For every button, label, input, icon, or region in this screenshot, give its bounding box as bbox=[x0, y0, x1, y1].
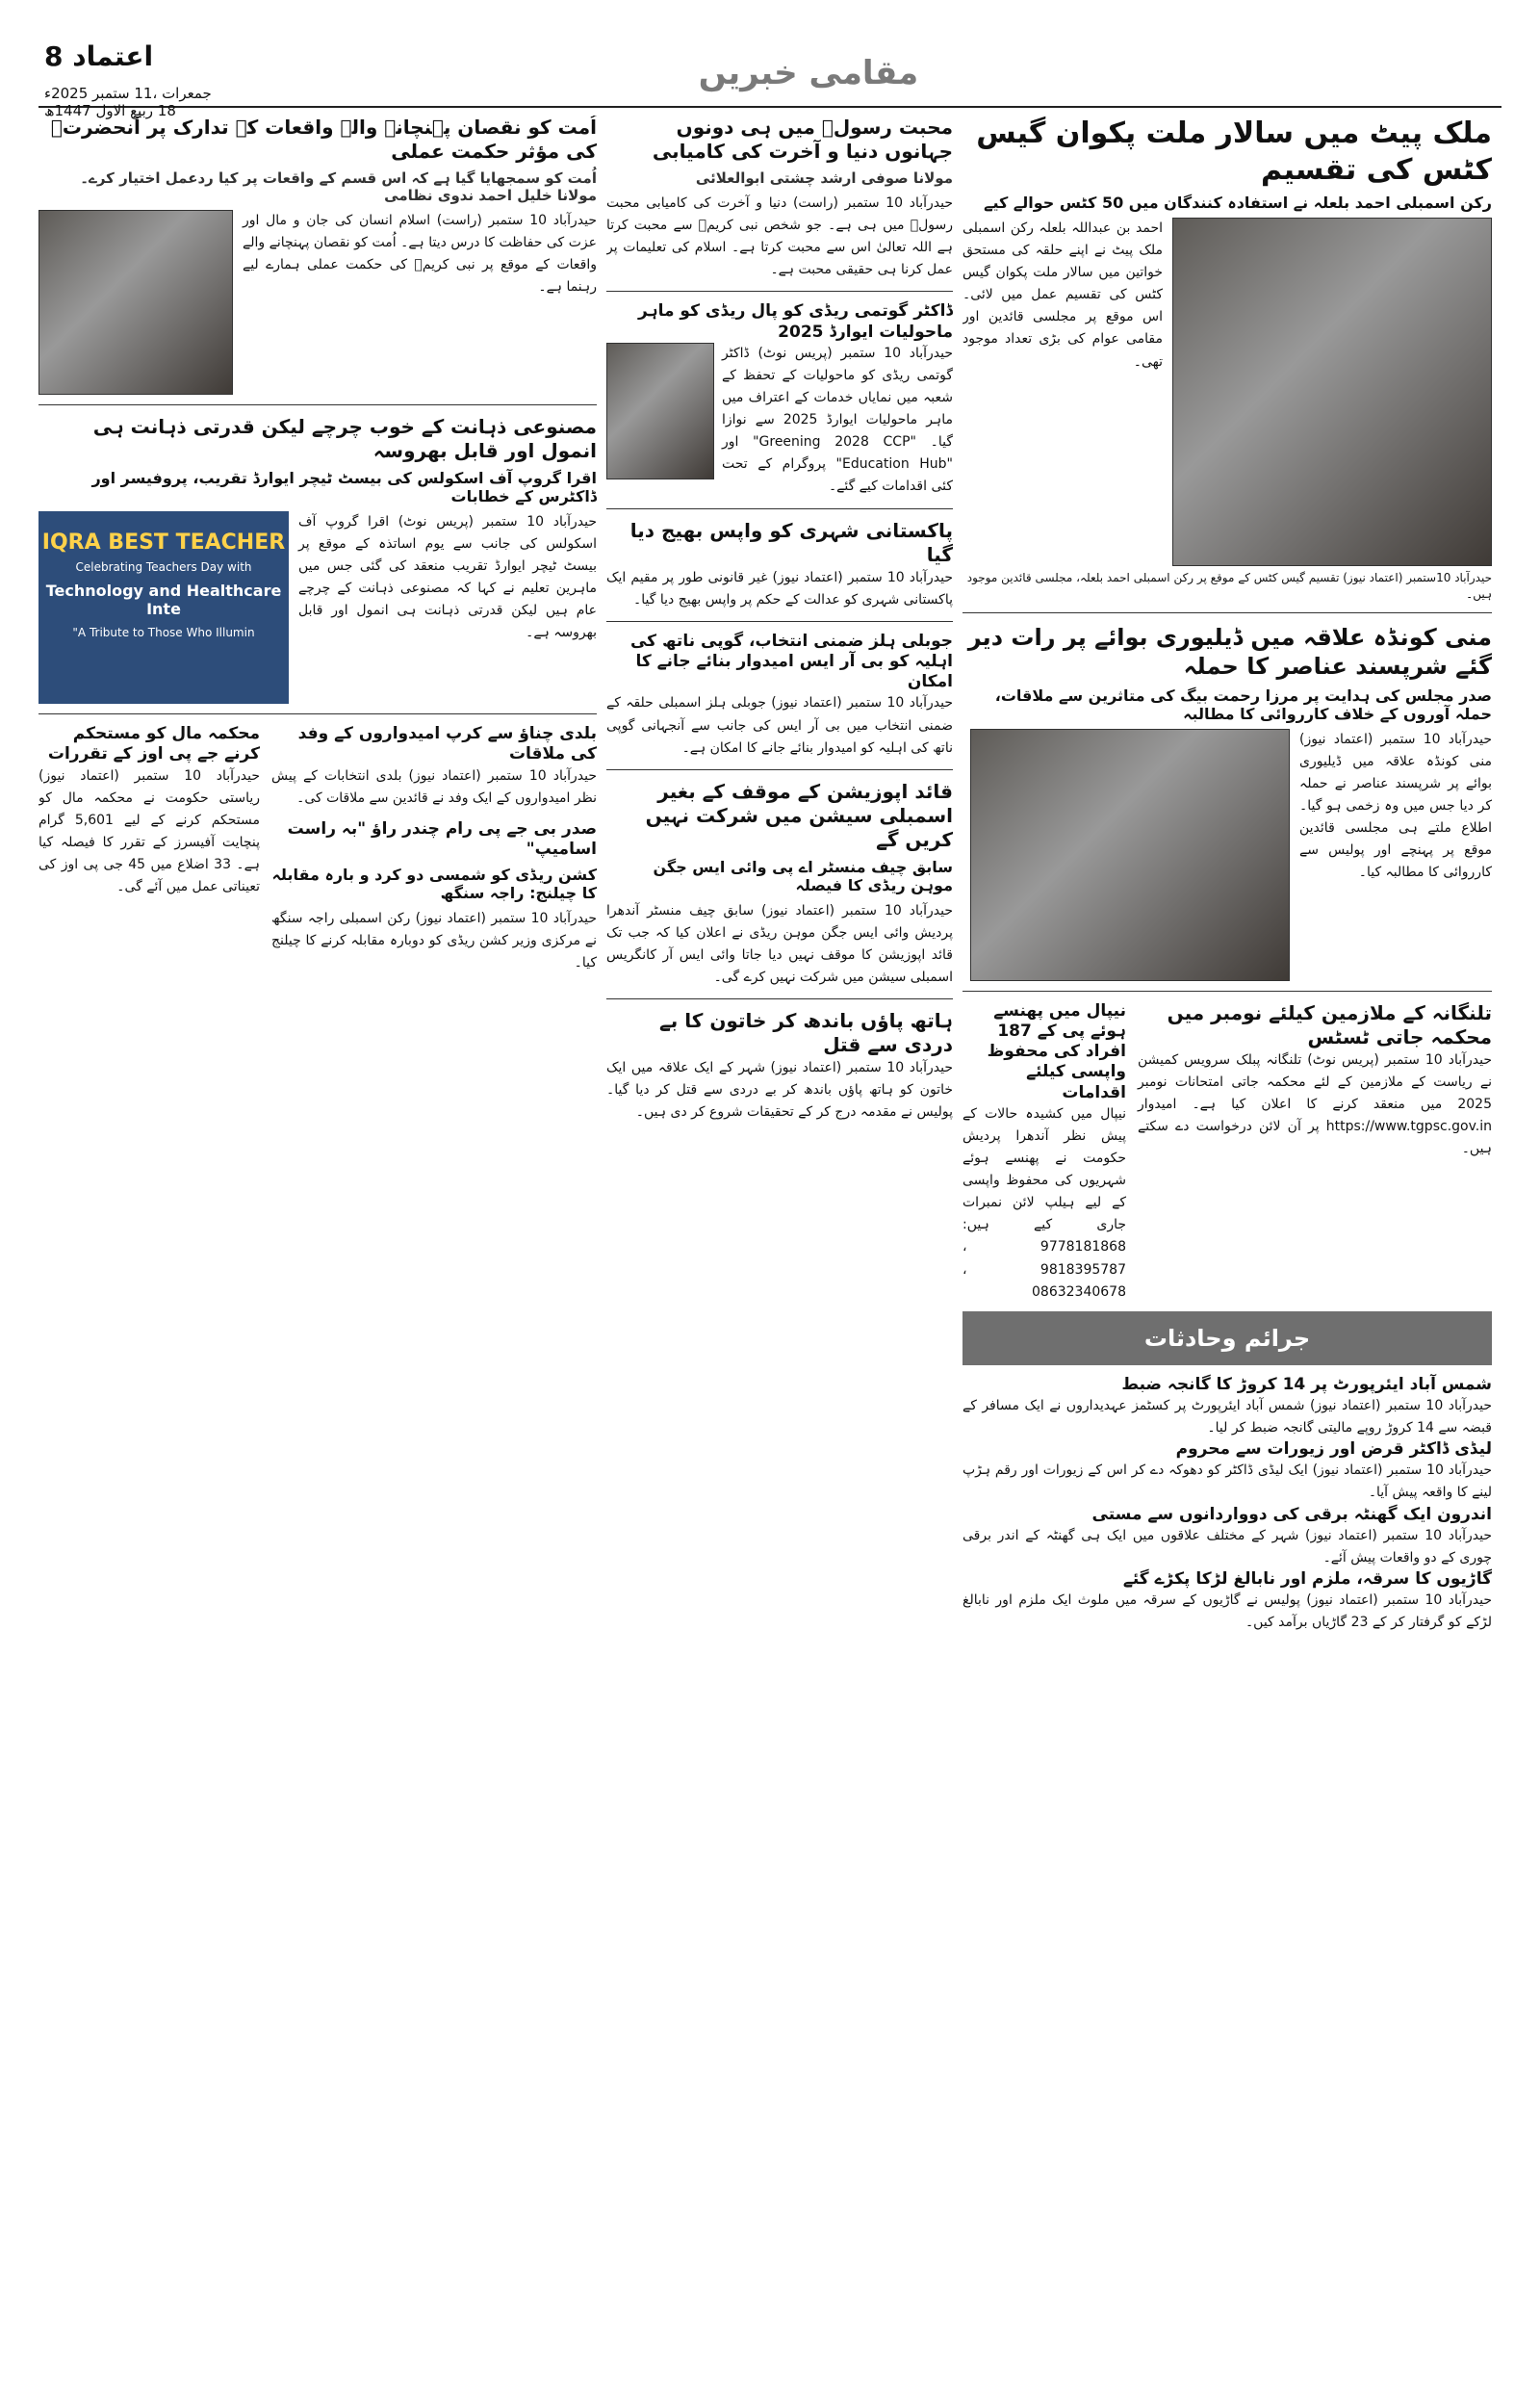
story-nepal bbox=[962, 1001, 1126, 1304]
date-hijri: 18 ربیع الاول 1447ھ bbox=[44, 102, 176, 119]
story-delivery-attack bbox=[962, 729, 1492, 981]
headline-jagan: قائد اپوزیشن کے موقف کے بغیر اسمبلی سیشن میں شرکت نہیں کریں گے bbox=[645, 779, 953, 851]
headline-nepal: نیپال میں پھنسے ہوئے پی کے 187 افراد کی محفوظ واپسی کیلئے اقدامات bbox=[987, 1000, 1126, 1102]
subhead-jagan: سابق چیف منسٹر اے پی وائی ایس جگن موہن ریڈی کا فیصلہ bbox=[653, 857, 953, 894]
body-love-prophet: حیدرآباد 10 ستمبر (راست) دنیا و آخرت کی کامیابی محبت رسولؐ میں ہی ہے۔ جو شخص نبی کریمؐ سے محبت کرتا ہے اللہ تعالیٰ اس سے محبت کرتا ہے۔ اسلام کی تعلیمات پر عمل کرنا ہی حقیقی محبت ہے۔ bbox=[606, 195, 953, 278]
body-jagan: حیدرآباد 10 ستمبر (اعتماد نیوز) سابق چیف منسٹر آندھرا پردیش وائی ایس جگن موہن ریڈی نے اعلان کیا کہ جب تک قائد اپوزیشن کا موقف نہیں دیا جاتا وائی ایس آر کانگریس اسمبلی سیشن میں شرکت نہیں کرے گی۔ bbox=[606, 902, 953, 986]
center-column bbox=[38, 116, 597, 2388]
body-delivery-attack: حیدرآباد 10 ستمبر (اعتماد نیوز) منی کونڈہ علاقہ میں ڈیلیوری بوائے پر شرپسند عناصر نے حملہ کر دیا جس میں وہ زخمی ہو گیا۔ اطلاع ملتے ہی مجلسی قائدین موقع پر پہنچے اور پولیس سے کارروائی کا مطالبہ کیا۔ bbox=[1299, 731, 1492, 881]
headline-jubilee-hills: جوبلی ہلز ضمنی انتخاب، گوپی ناتھ کی اہلیہ کو بی آر ایس امیدوار بنائے جانے کا امکان bbox=[629, 631, 953, 692]
headline-revenue-jpo: محکمہ مال کو مستحکم کرنے جے پی اوز کے تقررات bbox=[47, 724, 260, 764]
byline-love-prophet: مولانا صوفی ارشد چشتی ابوالعلائی bbox=[695, 169, 953, 187]
headline-airport-ganja: شمس آباد ایئرپورٹ پر 14 کروڑ کا گانجہ ضبط bbox=[1121, 1374, 1492, 1394]
middle-column bbox=[606, 116, 953, 2388]
right-column bbox=[962, 116, 1492, 2388]
section-title: مقامی خبریں bbox=[698, 54, 919, 92]
body-raja-singh: حیدرآباد 10 ستمبر (اعتماد نیوز) رکن اسمبلی راجہ سنگھ نے مرکزی وزیر کشن ریڈی کو دوبارہ مقابلہ کرنے کا چیلنج کیا۔ bbox=[271, 911, 597, 971]
divider bbox=[606, 998, 953, 999]
story-ai-intelligence bbox=[38, 511, 597, 704]
body-civic-delegation: حیدرآباد 10 ستمبر (اعتماد نیوز) بلدی انتخابات کے پیش نظر امیدواروں کے ایک وفد نے قائدین سے ملاقات کی۔ bbox=[271, 767, 597, 806]
body-airport-ganja: حیدرآباد 10 ستمبر (اعتماد نیوز) شمس آباد ایئرپورٹ پر کسٹمز عہدیداروں نے ایک مسافر کے قبضہ سے 14 کروڑ روپے مالیتی گانجہ ضبط کر لیا۔ bbox=[962, 1397, 1492, 1436]
body-vehicle-theft: حیدرآباد 10 ستمبر (اعتماد نیوز) پولیس نے گاڑیوں کے سرقہ میں ملوث ایک ملزم اور نابالغ لڑکے کو گرفتار کر کے 23 گاڑیاں برآمد کیں۔ bbox=[962, 1592, 1492, 1631]
photo-delivery-attack bbox=[970, 729, 1290, 981]
byline-ummah-strategy: اُمت کو سمجھایا گیا ہے کہ اس قسم کے واقعات پر کیا ردعمل اختیار کرے۔ مولانا خلیل احمد ندوی نظامی bbox=[80, 169, 597, 204]
headline-bjp-president: صدر بی جے پی رام چندر راؤ "بہ راست اسامیپ" bbox=[287, 818, 597, 859]
body-murder: حیدرآباد 10 ستمبر (اعتماد نیوز) شہر کے ایک علاقہ میں ایک خاتون کو ہاتھ پاؤں باندھ کر بے دردی سے قتل کر دیا گیا۔ پولیس نے مقدمہ درج کر کے تحقیقات شروع کر دی ہیں۔ bbox=[606, 1060, 953, 1121]
body-power-theft: حیدرآباد 10 ستمبر (اعتماد نیوز) شہر کے مختلف علاقوں میں ایک ہی گھنٹہ کے اندر برقی چوری کے دو واقعات پیش آئے۔ bbox=[962, 1527, 1492, 1566]
headline-pakistani: پاکستانی شہری کو واپس بھیج دیا گیا bbox=[629, 518, 953, 566]
divider bbox=[606, 291, 953, 292]
headline-delivery-attack: منی کونڈہ علاقہ میں ڈیلیوری بوائے پر رات دیر گئے شرپسند عناصر کا حملہ bbox=[967, 623, 1492, 680]
subhead-raja-singh: کشن ریڈی کو شمسی دو کرد و بارہ مقابلہ کا چیلنج: راجہ سنگھ bbox=[271, 866, 597, 903]
banner-tribute: "A Tribute to Those Who Illumin bbox=[72, 626, 255, 639]
body-nepal: نیپال میں کشیدہ حالات کے پیش نظر آندھرا پردیش حکومت نے پھنسے ہوئے شہریوں کی محفوظ واپسی کے لیے ہیلپ لائن نمبرات جاری کیے ہیں: 9778181868 ، 9818395787 ، 08632340678 bbox=[962, 1105, 1126, 1300]
banner-line: Technology and Healthcare Inte bbox=[45, 582, 282, 618]
body-ummah-strategy: حیدرآباد 10 ستمبر (راست) اسلام انسان کی جان و مال اور عزت کی حفاظت کا درس دیتا ہے۔ اُمت کو نقصان پہنچانے والے واقعات کے موقع پر نبی کریمؐ کی حکمت عملی ہمارے لیے رہنما ہے۔ bbox=[243, 213, 597, 296]
body-jubilee-hills: حیدرآباد 10 ستمبر (اعتماد نیوز) جوبلی ہلز اسمبلی حلقہ کے ضمنی انتخاب میں بی آر ایس کی جانب سے آنجہانی گوپی ناتھ کی اہلیہ کو امیدوار بنائے جانے کا امکان ہے۔ bbox=[606, 695, 953, 756]
headline-gautami-award: ڈاکٹر گوتمی ریڈی کو پال ریڈی کو ماہر ماحولیات ایوارڈ 2025 bbox=[638, 301, 953, 342]
subhead-delivery-attack: صدر مجلس کی ہدایت پر مرزا رحمت بیگ کی متاثرین سے ملاقات، حملہ آوروں کے خلاف کارروائی کا مطالبہ bbox=[994, 686, 1492, 723]
photo-maulana bbox=[38, 210, 233, 395]
story-gas-kits bbox=[962, 218, 1492, 566]
photo-gas-kits bbox=[1172, 218, 1492, 566]
headline-lady-doctor: لیڈی ڈاکٹر قرض اور زیورات سے محروم bbox=[1175, 1439, 1492, 1460]
story-ummah-strategy bbox=[38, 210, 597, 395]
body-tgpsc: حیدرآباد 10 ستمبر (پریس نوٹ) تلنگانہ پبلک سرویس کمیشن نے ریاست کے ملازمین کے لئے محکمہ جاتی امتحانات نومبر 2025 میں منعقد کرنے کا اعلان کیا ہے۔ امیدوار https://www.tgpsc.gov.in پر آن لائن درخواست دے سکتے ہیں۔ bbox=[1138, 1051, 1492, 1156]
photo-iqra-banner bbox=[38, 511, 289, 704]
headline-gas-kits: ملک پیٹ میں سالار ملت پکوان گیس کٹس کی تقسیم bbox=[976, 116, 1492, 187]
crime-section-header: جرائم وحادثات bbox=[962, 1311, 1492, 1365]
headline-love-prophet: محبت رسولؐ میں ہی دونوں جہانوں دنیا و آخرت کی کامیابی bbox=[652, 116, 953, 163]
row-tgpsc-nepal bbox=[962, 1001, 1492, 1304]
body-revenue-jpo: حیدرآباد 10 ستمبر (اعتماد نیوز) ریاستی حکومت نے محکمہ مال کو مستحکم کرنے کے لیے 5,601 گرام پنچایت آفیسرز کے تقرر کا فیصلہ کیا ہے۔ 33 اضلاع میں 45 جی پی اوز کی تعیناتی عمل میں آئے گی۔ bbox=[38, 767, 260, 894]
body-lady-doctor: حیدرآباد 10 ستمبر (اعتماد نیوز) ایک لیڈی ڈاکٹر کو دھوکہ دے کر اس کے زیورات اور رقم ہڑپ لینے کا واقعہ پیش آیا۔ bbox=[962, 1462, 1492, 1501]
headline-murder: ہاتھ پاؤں باندھ کر خاتون کا بے دردی سے قتل bbox=[659, 1009, 953, 1057]
body-pakistani: حیدرآباد 10 ستمبر (اعتماد نیوز) غیر قانونی طور پر مقیم ایک پاکستانی شہری کو عدالت کے حکم پر واپس بھیج دیا گیا۔ bbox=[606, 569, 953, 608]
story-tgpsc bbox=[1138, 1001, 1492, 1304]
subhead-gas-kits: رکن اسمبلی احمد بلعلہ نے استفادہ کنندگان میں 50 کٹس حوالے کیے bbox=[984, 194, 1492, 212]
masthead bbox=[38, 37, 1502, 119]
headline-ai-intelligence: مصنوعی ذہانت کے خوب چرچے لیکن قدرتی ذہانت ہی انمول اور قابل بھروسہ bbox=[92, 415, 597, 462]
divider bbox=[606, 621, 953, 622]
divider bbox=[38, 713, 597, 714]
headline-tgpsc: تلنگانہ کے ملازمین کیلئے نومبر میں محکمہ جاتی ٹسٹس bbox=[1167, 1000, 1492, 1048]
newspaper-brand: اعتماد 8 bbox=[44, 40, 154, 72]
divider bbox=[962, 612, 1492, 613]
body-gas-kits: احمد بن عبداللہ بلعلہ رکن اسمبلی ملک پیٹ نے اپنے حلقہ کی مستحق خواتین میں سالار ملت پکوان گیس کٹس کی تقسیم عمل میں لائی۔ اس موقع پر مجلسی قائدین اور مقامی عوام کی بڑی تعداد موجود تھی۔ bbox=[962, 220, 1163, 370]
headline-vehicle-theft: گاڑیوں کا سرقہ، ملزم اور نابالغ لڑکا پکڑے گئے bbox=[1122, 1569, 1492, 1589]
caption-gas-kits: حیدرآباد 10ستمبر (اعتماد نیوز) تقسیم گیس کٹس کے موقع پر رکن اسمبلی احمد بلعلہ، مجلسی قائدین موجود ہیں۔ bbox=[966, 571, 1492, 601]
headline-civic-delegation: بلدی چناؤ سے کرپ امیدواروں کے وفد کی ملاقات bbox=[297, 724, 597, 764]
photo-gautami bbox=[606, 343, 714, 479]
banner-subtitle: Celebrating Teachers Day with bbox=[75, 560, 252, 574]
headline-ummah-strategy: اُمت کو نقصان پہنچانے والے واقعات کے تدارک پر آنحضرتؐ کی مؤثر حکمت عملی bbox=[50, 116, 597, 163]
story-gautami-award bbox=[606, 343, 953, 499]
date-gregorian: جمعرات ،11 ستمبر 2025ء bbox=[44, 85, 212, 102]
banner-title: IQRA BEST TEACHER bbox=[41, 531, 286, 555]
subhead-ai-intelligence: اقرا گروپ آف اسکولس کی بیسٹ ٹیچر ایوارڈ تقریب، پروفیسر اور ڈاکٹرس کے خطابات bbox=[91, 469, 597, 505]
date-block bbox=[44, 85, 212, 119]
divider bbox=[38, 404, 597, 405]
divider bbox=[962, 991, 1492, 992]
story-revenue-jpo bbox=[38, 724, 260, 974]
divider bbox=[606, 508, 953, 509]
headline-power-theft: اندرون ایک گھنٹہ برقی کی دوواردانوں سے مستی bbox=[1091, 1504, 1492, 1524]
body-ai-intelligence: حیدرآباد 10 ستمبر (پریس نوٹ) اقرا گروپ آف اسکولس کی جانب سے یوم اساتذہ کے موقع پر بیسٹ ٹیچر ایوارڈ تقریب منعقد کی گئی جس میں ماہرین تعلیم نے کہا کہ مصنوعی ذہانت کے چرچے عام ہیں لیکن قدرتی ذہانت ہی انمول اور قابل بھروسہ ہے۔ bbox=[298, 514, 597, 641]
story-civic-delegation bbox=[271, 724, 597, 974]
body-gautami-award: حیدرآباد 10 ستمبر (پریس نوٹ) ڈاکٹر گوتمی ریڈی کو ماحولیات کے تحفظ کے شعبہ میں نمایاں خدمات کے اعتراف میں ماہر ماحولیات ایوارڈ 2025 سے نوازا گیا۔ "Greening 2028 CCP" اور "Education Hub" پروگرام کے تحت کئی اقدامات کیے گئے۔ bbox=[722, 345, 953, 495]
row-bottom-stories bbox=[38, 724, 597, 974]
divider bbox=[606, 769, 953, 770]
